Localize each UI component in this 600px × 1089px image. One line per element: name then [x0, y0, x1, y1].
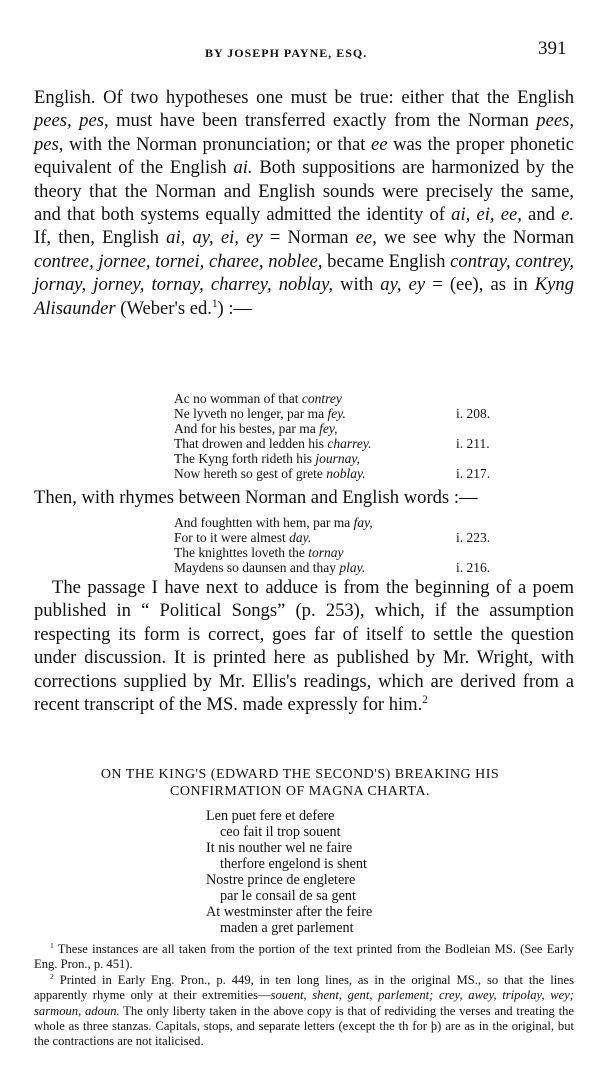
poem-line: ceo fait il trop souent	[220, 824, 341, 840]
verse-line: Now hereth so gest of grete noblay. i. 217.	[174, 466, 491, 481]
verse-line: Ac no womman of that contrey	[174, 391, 342, 406]
poem-line: It nis nouther wel ne faire	[206, 840, 353, 856]
page-number: 391	[538, 38, 567, 59]
poem-line: Nostre prince de engletere	[206, 872, 356, 888]
footnote-ref-2: 2	[422, 693, 428, 706]
verse-line: Ne lyveth no lenger, par ma fey. i. 208.	[174, 406, 491, 421]
running-head: BY JOSEPH PAYNE, ESQ.	[205, 46, 368, 60]
paragraph-political-songs: The passage I have next to adduce is from the beginning of a poem published in “ Political Songs” (p. 253), which, if the assumption respecting its form is correct, goes far of itself to settle the question under discussion. It is printed here as published by Mr. Wright, with corrections supplied by Mr. Ellis's readings, which are derived from a recent transcript of the MS. made expressly for him.$^2$	[34, 577, 574, 716]
footnote-2: $^2$ Printed in Early Eng. Pron., p. 449, in ten long lines, as in the original MS., so that the lines apparently rhyme only at their extremities—souent, shent, gent, parlement; crey, awey, tripolay, wey; sarmoun, adoun. The only liberty taken in the above copy is that of redividing the verses and treating the whole as three stanzas. Capitals, stops, and separate letters (except the th for þ) are as in the original, but the contractions are not italicised.	[34, 971, 575, 1049]
verse-line: For to it were almest day. i. 223.	[174, 530, 491, 545]
poem-line: At westminster after the feire	[206, 904, 373, 920]
poem-stanza	[206, 808, 466, 936]
poem-title: ON THE KING'S (EDWARD THE SECOND'S) BREAKING HIS CONFIRMATION OF MAGNA CHARTA.	[100, 767, 500, 799]
verse-line: The Kyng forth rideth his journay,	[174, 451, 360, 466]
verse-quote-kyng-alisaunder	[174, 391, 514, 481]
verse-line: And foughtten with hem, par ma fay,	[174, 515, 373, 530]
paragraph-english-hypotheses: English. Of two hypotheses one must be true: either that the English pees, pes, must have been transferred exactly from the Norman pees, pes, with the Norman pronunciation; or that ee was the proper phonetic equivalent of the English ai. Both suppositions are harmonized by the theory that the Norman and English sounds were precisely the same, and that both systems equally admitted the identity of ai, ei, ee, and e. If, then, English ai, ay, ei, ey = Norman ee, we see why the Norman contree, jornee, tornei, charee, noblee, became English contray, contrey, jornay, jorney, tornay, charrey, noblay, with ay, ey = (ee), as in Kyng Alisaunder (Weber's ed.$^1$) :—	[34, 87, 575, 319]
paragraph-rhymes-intro: Then, with rhymes between Norman and English words :—	[34, 487, 478, 508]
footnote-ref-1: 1	[211, 297, 218, 310]
verse-quote-rhymes	[174, 515, 514, 575]
verse-line: That drowen and ledden his charrey. i. 211.	[174, 436, 490, 451]
poem-line: therfore engelond is shent	[220, 856, 367, 872]
verse-line: Maydens so daunsen and thay play. i. 216.	[174, 560, 491, 575]
poem-line: Len puet fere et defere	[206, 808, 335, 824]
verse-line: And for his bestes, par ma fey,	[174, 421, 338, 436]
footnote-1: $^1$ These instances are all taken from the portion of the text printed from the Bodleian MS. (See Early Eng. Pron., p. 451).	[34, 940, 574, 972]
page-header	[0, 38, 600, 68]
poem-line: maden a gret parlement	[220, 920, 354, 936]
footnotes	[34, 942, 574, 1050]
verse-line: The knighttes loveth the tornay	[174, 545, 344, 560]
poem-line: par le consail de sa gent	[220, 888, 356, 904]
